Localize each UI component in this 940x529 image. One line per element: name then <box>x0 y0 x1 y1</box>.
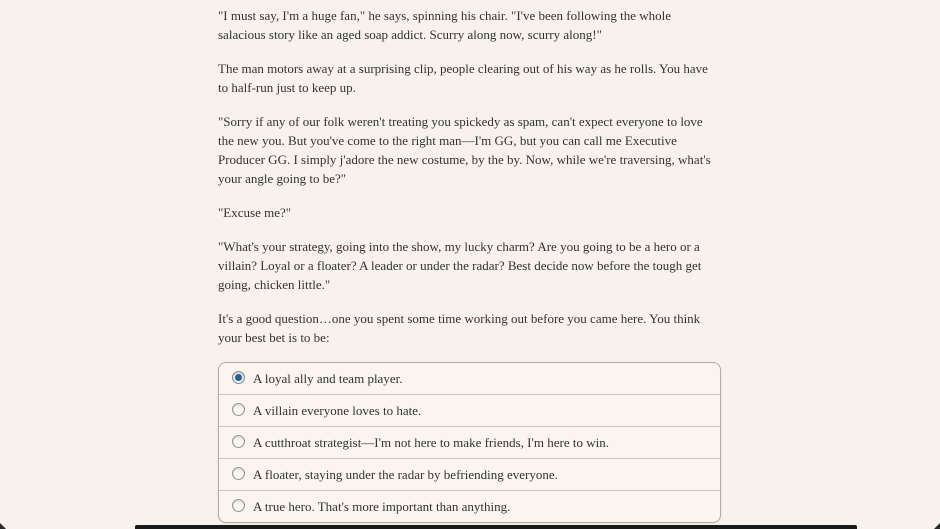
bottom-right-corner-mark <box>934 523 940 529</box>
story-paragraph: The man motors away at a surprising clip, people clearing out of his way as he rolls. You have to half-run just to keep up. <box>218 61 708 95</box>
choice-label: A true hero. That's more important than anything. <box>253 499 511 514</box>
bottom-left-corner-mark <box>0 523 6 529</box>
story-content <box>218 6 721 523</box>
story-paragraph: "What's your strategy, going into the show, my lucky charm? Are you going to be a hero or a villain? Loyal or a floater? A leader or under the radar? Best decide now before the tough get going, chicken little." <box>218 239 702 292</box>
radio-button-icon[interactable] <box>232 403 245 416</box>
story-paragraph: "I must say, I'm a huge fan," he says, spinning his chair. "I've been following the whole salacious story like an aged soap addict. Scurry along now, scurry along!" <box>218 8 672 42</box>
choice-label: A floater, staying under the radar by befriending everyone. <box>253 467 558 482</box>
choice-option-true-hero[interactable] <box>219 490 720 522</box>
choice-option-cutthroat-strategist[interactable] <box>219 426 720 458</box>
radio-button-icon[interactable] <box>232 467 245 480</box>
choice-label: A loyal ally and team player. <box>253 371 403 386</box>
choice-label: A cutthroat strategist—I'm not here to make friends, I'm here to win. <box>253 435 609 450</box>
radio-button-icon[interactable] <box>232 499 245 512</box>
choice-option-loyal-ally[interactable] <box>219 363 720 394</box>
radio-button-icon[interactable] <box>232 371 245 384</box>
choice-option-villain[interactable] <box>219 394 720 426</box>
radio-button-icon[interactable] <box>232 435 245 448</box>
story-paragraph: "Excuse me?" <box>218 205 292 220</box>
bottom-edge-bar <box>135 525 857 529</box>
choice-list <box>218 362 721 523</box>
choice-label: A villain everyone loves to hate. <box>253 403 422 418</box>
story-paragraph: It's a good question…one you spent some time working out before you came here. You think your best bet is to be: <box>218 311 701 345</box>
story-paragraph: "Sorry if any of our folk weren't treating you spickedy as spam, can't expect everyone to love the new you. But you've come to the right man—I'm GG, but you can call me Executive Producer GG. I simply j'adore the new costume, by the by. Now, while we're traversing, what's your angle going to be?" <box>218 114 711 186</box>
choice-option-floater[interactable] <box>219 458 720 490</box>
